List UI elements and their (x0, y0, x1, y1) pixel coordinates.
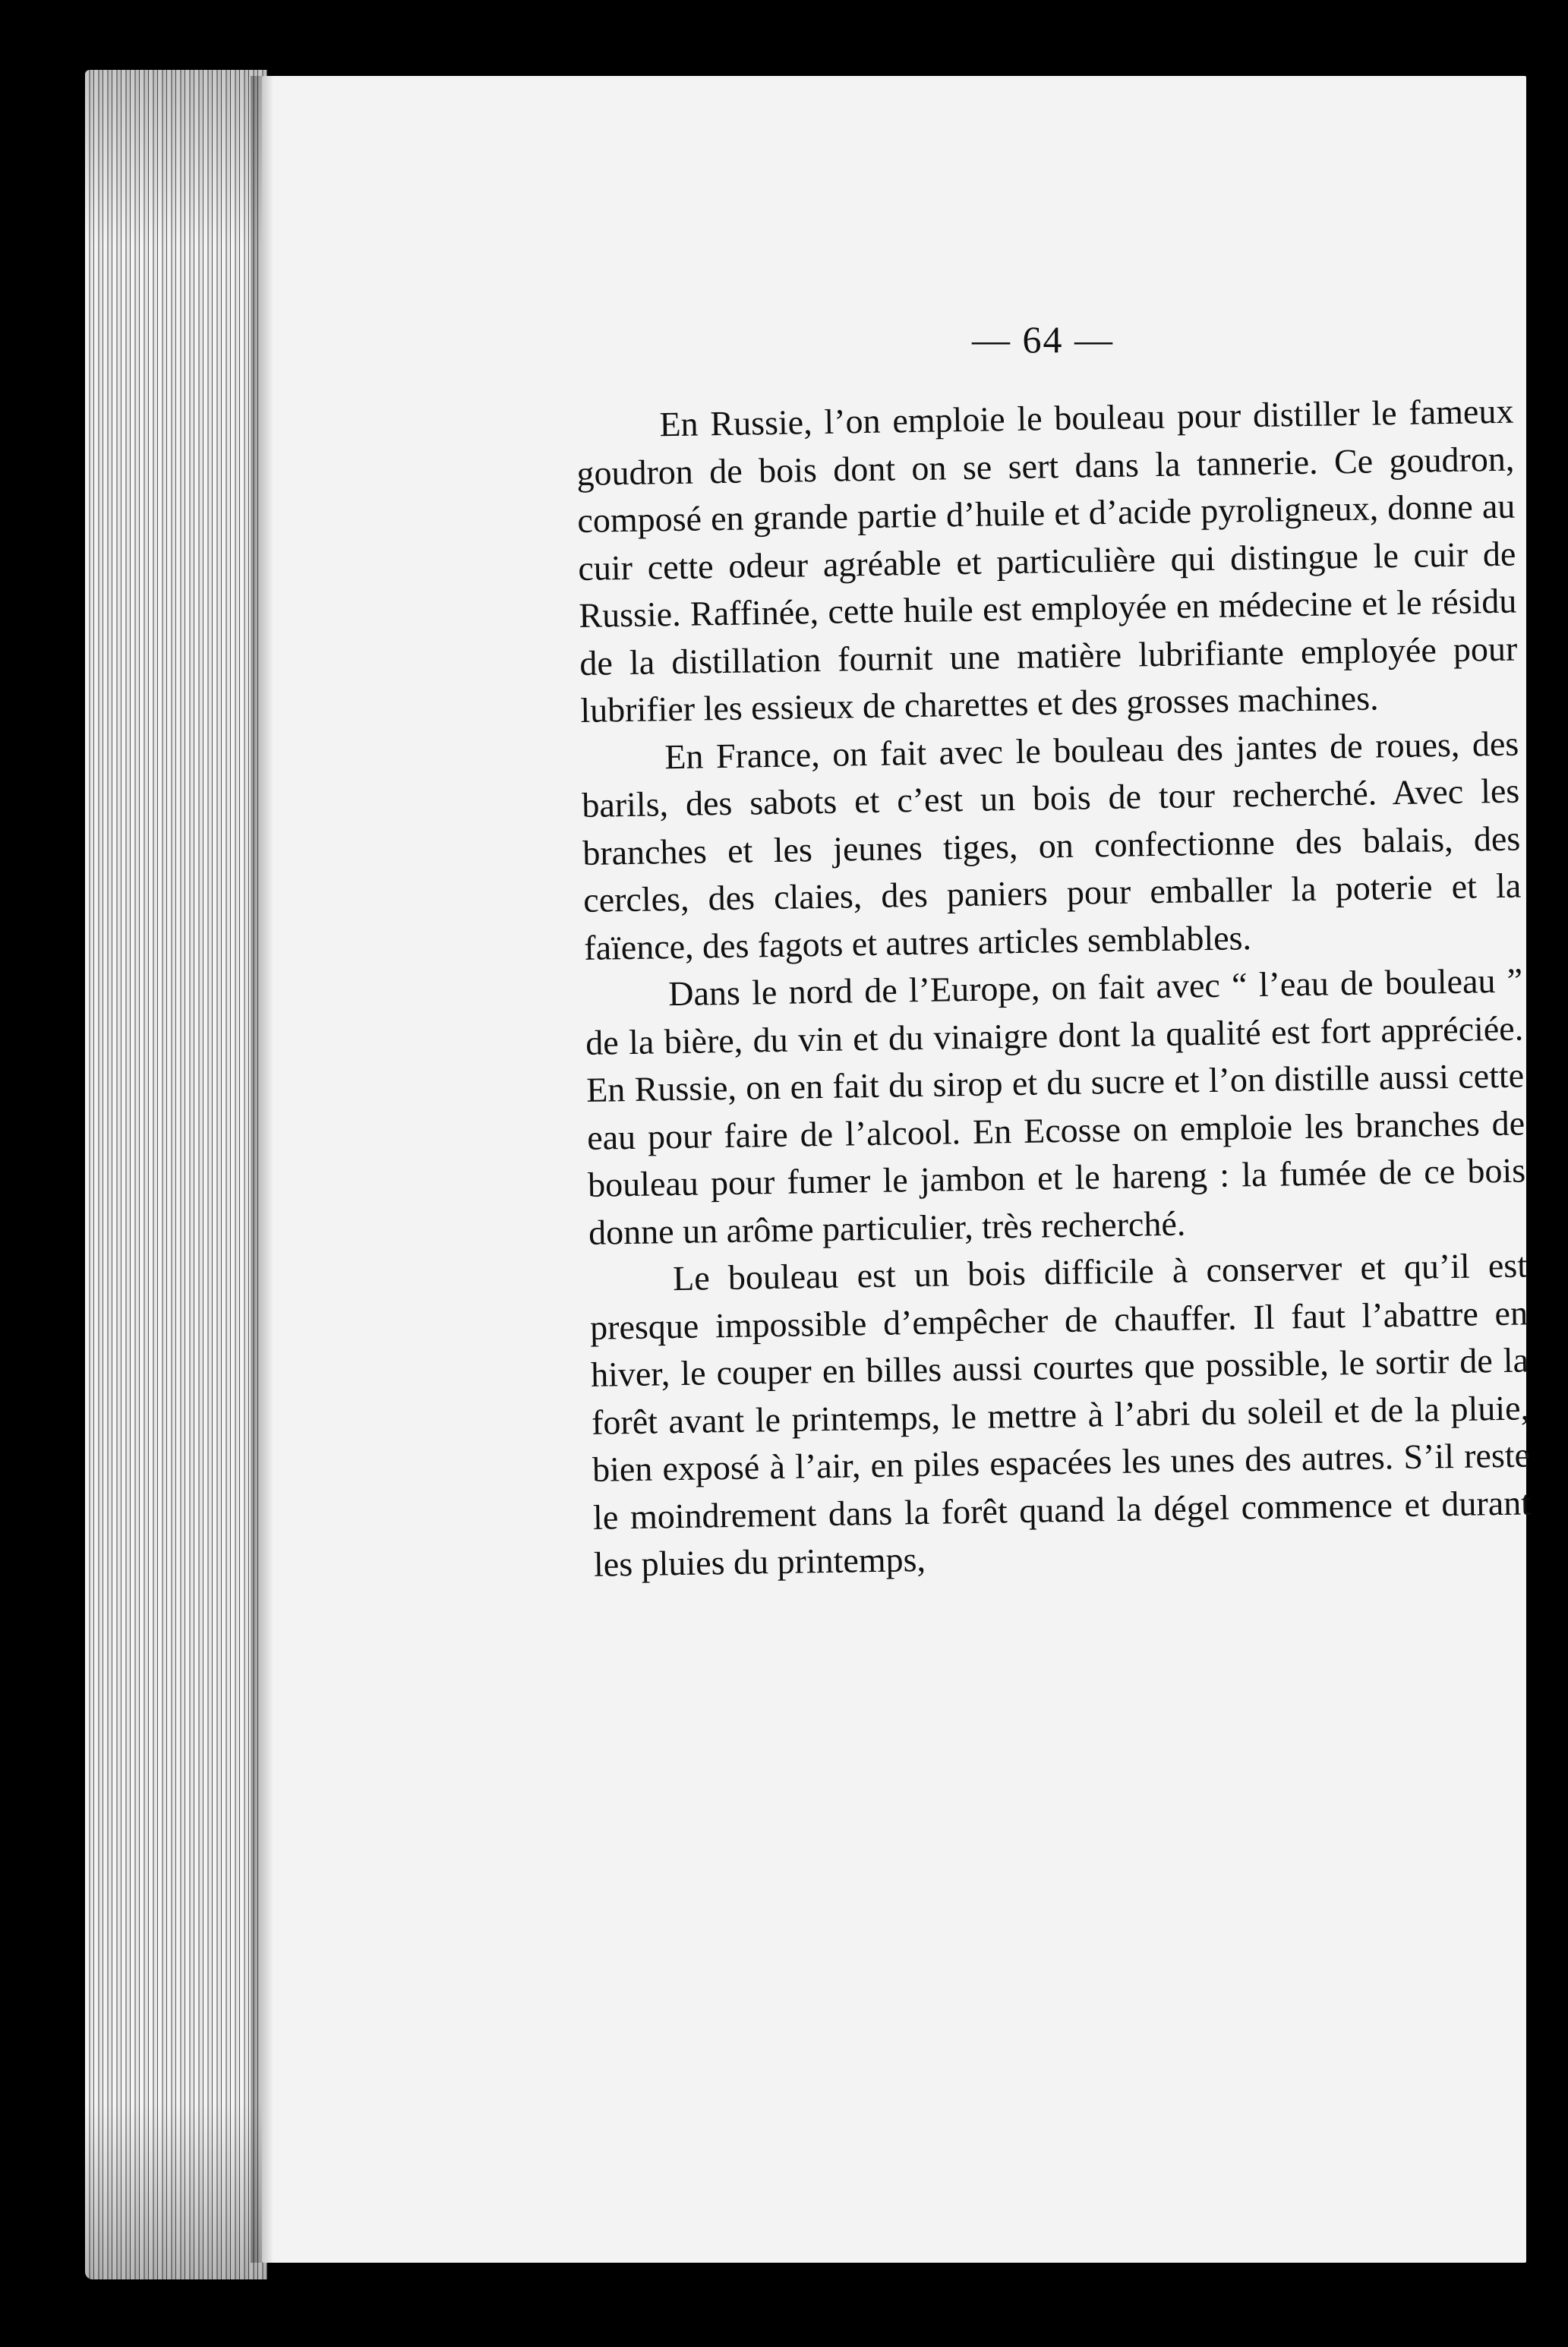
page-number: — 64 — (972, 318, 1114, 361)
paragraph-2: En France, on fait avec le bouleau des jantes de roues, des barils, des sabots et c’est un bois de tour recherché. Avec les branches et les jeunes tiges, on confectionne des balais, des cercles, des claies, des paniers pour emballer la poterie et la faïence, des fagots et autres articles semblables. (581, 724, 1522, 967)
body-text (576, 388, 1532, 1589)
paragraph-3: Dans le nord de l’Europe, on fait avec “ l’eau de bouleau ” de la bière, du vin et du vinaigre dont la qualité est fort appréciée. En Russie, on en fait du sirop et du sucre et l’on distille aussi cette eau pour faire de l’alcool. En Ecosse on emploie les branches de bouleau pour fumer le jambon et le hareng : la fumée de ce bois donne un arôme particulier, très recherché. (585, 961, 1526, 1252)
paragraph-4: Le bouleau est un bois difficile à conserver et qu’il est presque impossible d’empêcher de chauffer. Il faut l’abattre en hiver, le couper en billes aussi courtes que possible, le sortir de la forêt avant le printemps, le mettre à l’abri du soleil et de la pluie, bien exposé à l’air, en piles espacées les unes des autres. S’il reste le moindrement dans la forêt quand la dégel commence et durant les pluies du printemps, (589, 1245, 1532, 1584)
page-gutter-shadow (251, 76, 273, 2263)
book-page-edges (85, 70, 267, 2279)
paragraph-1: En Russie, l’on emploie le bouleau pour distiller le fameux goudron de bois dont on se sert dans la tannerie. Ce goudron, composé en grande partie d’huile et d’acide pyroligneux, donne au cuir cette odeur agréable et particulière qui distingue le cuir de Russie. Raffinée, cette huile est employée en médecine et le résidu de la distillation fournit une matière lubrifiante employée pour lubrifier les essieux de charettes et des grosses machines. (576, 391, 1518, 730)
